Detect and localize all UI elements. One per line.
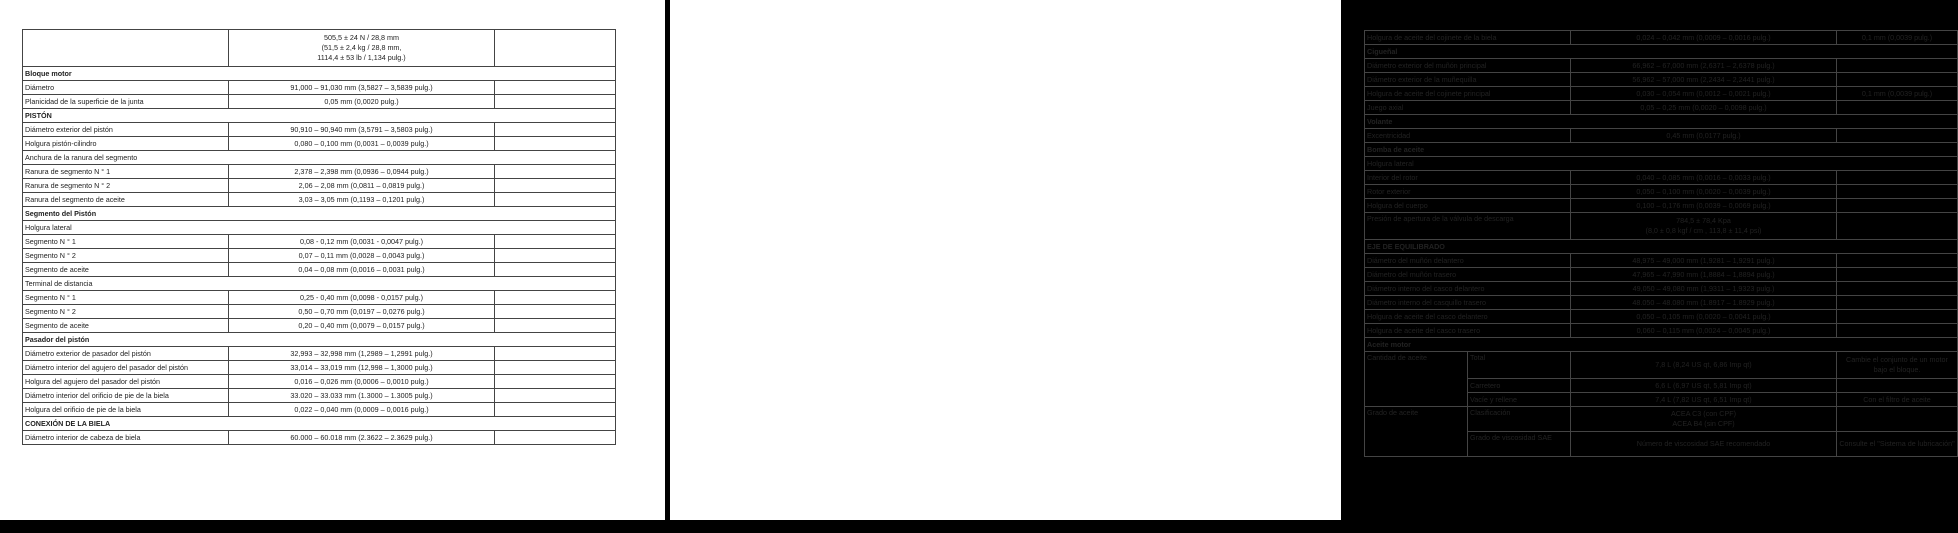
oil-quantity-label: Cantidad de aceite	[1365, 352, 1468, 407]
spec-row	[23, 389, 616, 403]
spec-value: 33,014 – 33,019 mm (12,998 – 1,3000 pulg.)	[229, 361, 495, 375]
spec-value: 0,05 – 0,25 mm (0,0020 – 0,0098 pulg.)	[1571, 101, 1837, 115]
subsection-label: Terminal de distancia	[23, 277, 616, 291]
section-title: Bloque motor	[23, 67, 616, 81]
spec-value: 0,024 – 0,042 mm (0,0009 – 0,0016 pulg.)	[1571, 31, 1837, 45]
spec-row	[1365, 254, 1958, 268]
section-header-row	[23, 207, 616, 221]
spec-label: Holgura de aceite del cojinete de la biela	[1365, 31, 1571, 45]
spec-limit	[495, 95, 616, 109]
spec-value: 32,993 – 32,998 mm (1,2989 – 1,2991 pulg.)	[229, 347, 495, 361]
spec-limit	[1837, 310, 1958, 324]
spec-label: Holgura del cuerpo	[1365, 199, 1571, 213]
spec-row	[23, 361, 616, 375]
section-title: EJE DE EQUILIBRADO	[1365, 240, 1958, 254]
spec-row	[23, 137, 616, 151]
header-row	[23, 30, 616, 67]
header-value-cell	[229, 30, 495, 67]
spec-limit	[495, 375, 616, 389]
spec-row	[1365, 59, 1958, 73]
spec-label: Ranura del segmento de aceite	[23, 193, 229, 207]
spec-label: Diámetro interior del orificio de pie de la biela	[23, 389, 229, 403]
spec-value: 33.020 – 33.033 mm (1.3000 – 1.3005 pulg.)	[229, 389, 495, 403]
oil-clasif-value-2: ACEA B4 (sin CPF)	[1672, 419, 1735, 428]
section-header-row	[23, 417, 616, 431]
section-title: Pasador del pistón	[23, 333, 616, 347]
spec-limit	[495, 361, 616, 375]
spec-label: Holgura del agujero del pasador del pistón	[23, 375, 229, 389]
spec-row	[1365, 310, 1958, 324]
spec-label: Diámetro exterior de la muñequilla	[1365, 73, 1571, 87]
oil-carretero-note	[1837, 379, 1958, 393]
section-header-row	[1365, 240, 1958, 254]
spec-limit	[1837, 129, 1958, 143]
spec-row	[1365, 213, 1958, 240]
spec-value: 0,08 - 0,12 mm (0,0031 - 0,0047 pulg.)	[229, 235, 495, 249]
spec-label: Segmento de aceite	[23, 319, 229, 333]
spec-label: Diámetro	[23, 81, 229, 95]
spec-limit	[1837, 59, 1958, 73]
right-spec-table	[1364, 30, 1958, 457]
section-title: CONEXIÓN DE LA BIELA	[23, 417, 616, 431]
section-header-row	[1365, 143, 1958, 157]
spec-row	[1365, 129, 1958, 143]
oil-carretero-label: Carretero	[1468, 379, 1571, 393]
spec-label: Diámetro interior de cabeza de biela	[23, 431, 229, 445]
spec-label: Segmento N ° 1	[23, 291, 229, 305]
oil-visc-label: Grado de viscosidad SAE	[1468, 432, 1571, 457]
spec-value: 0,04 – 0,08 mm (0,0016 – 0,0031 pulg.)	[229, 263, 495, 277]
spec-value: 49,050 – 49,080 mm (1,9311 – 1,9323 pulg.)	[1571, 282, 1837, 296]
spec-row	[1365, 185, 1958, 199]
spec-limit	[495, 305, 616, 319]
spec-value: 90,910 – 90,940 mm (3,5791 – 3,5803 pulg.)	[229, 123, 495, 137]
spec-row	[23, 221, 616, 235]
spec-limit: 0,1 mm (0,0039 pulg.)	[1837, 87, 1958, 101]
spec-row	[1365, 282, 1958, 296]
spec-row	[23, 277, 616, 291]
spec-row	[23, 235, 616, 249]
spec-value: 0,100 – 0,176 mm (0,0039 – 0,0069 pulg.)	[1571, 199, 1837, 213]
spec-limit	[1837, 73, 1958, 87]
section-header-row	[23, 333, 616, 347]
spec-label: Segmento N ° 2	[23, 249, 229, 263]
spec-value: 60.000 – 60.018 mm (2.3622 – 2.3629 pulg.)	[229, 431, 495, 445]
oil-total-label: Total	[1468, 352, 1571, 379]
spec-label: Diámetro del muñón trasero	[1365, 268, 1571, 282]
spec-limit	[495, 431, 616, 445]
spec-limit: 0,1 mm (0,0039 pulg.)	[1837, 31, 1958, 45]
header-empty-cell	[23, 30, 229, 67]
spec-limit	[495, 347, 616, 361]
spec-label: Ranura de segmento N ° 2	[23, 179, 229, 193]
spec-limit	[495, 193, 616, 207]
spec-limit	[1837, 185, 1958, 199]
spec-label: Rotor exterior	[1365, 185, 1571, 199]
spec-label: Diámetro exterior del muñón principal	[1365, 59, 1571, 73]
spec-value: 56,962 – 57,000 mm (2,2434 – 2,2441 pulg.)	[1571, 73, 1837, 87]
spec-limit	[1837, 213, 1958, 240]
spec-value: 0,080 – 0,100 mm (0,0031 – 0,0039 pulg.)	[229, 137, 495, 151]
spec-limit	[1837, 254, 1958, 268]
spec-row	[1365, 268, 1958, 282]
spec-label: Segmento N ° 1	[23, 235, 229, 249]
oil-total-value: 7,8 L (8,24 US qt, 6,86 Imp qt)	[1571, 352, 1837, 379]
section-header-row	[23, 109, 616, 123]
spec-value: 0,022 – 0,040 mm (0,0009 – 0,0016 pulg.)	[229, 403, 495, 417]
section-title: Volante	[1365, 115, 1958, 129]
spec-value: 48.050 – 48.080 mm (1.8917 – 1.8929 pulg.)	[1571, 296, 1837, 310]
right-page	[670, 0, 1955, 520]
left-page	[0, 0, 665, 520]
spec-limit	[1837, 296, 1958, 310]
spec-value: 2,06 – 2,08 mm (0,0811 – 0,0819 pulg.)	[229, 179, 495, 193]
header-line-1: 505,5 ± 24 N / 28,8 mm	[323, 33, 400, 42]
spec-row	[1365, 73, 1958, 87]
spec-limit	[495, 235, 616, 249]
spec-limit	[495, 179, 616, 193]
spec-value: 91,000 – 91,030 mm (3,5827 – 3,5839 pulg.)	[229, 81, 495, 95]
subsection-label: Holgura lateral	[1365, 157, 1958, 171]
spec-row	[1365, 324, 1958, 338]
spec-value: 0,50 – 0,70 mm (0,0197 – 0,0276 pulg.)	[229, 305, 495, 319]
spec-row	[1365, 31, 1958, 45]
oil-vacie-note: Con el filtro de aceite	[1837, 393, 1958, 407]
section-header-row	[1365, 338, 1958, 352]
spec-value: 0,050 – 0,100 mm (0,0020 – 0,0039 pulg.)	[1571, 185, 1837, 199]
spec-label: Holgura de aceite del casco trasero	[1365, 324, 1571, 338]
engine-oil-section	[1365, 352, 1958, 457]
spec-label: Juego axial	[1365, 101, 1571, 115]
spec-value: 0,050 – 0,105 mm (0,0020 – 0,0041 pulg.)	[1571, 310, 1837, 324]
spec-label: Ranura de segmento N ° 1	[23, 165, 229, 179]
spec-value-line-2: (8,0 ± 0,8 kgf / cm , 113,8 ± 11,4 psi)	[1645, 226, 1762, 235]
spec-value: 0,45 mm (0,0177 pulg.)	[1571, 129, 1837, 143]
spec-label: Planicidad de la superficie de la junta	[23, 95, 229, 109]
spec-limit	[495, 319, 616, 333]
spec-value: 0,030 – 0,054 mm (0,0012 – 0,0021 pulg.)	[1571, 87, 1837, 101]
spec-value: 0,016 – 0,026 mm (0,0006 – 0,0010 pulg.)	[229, 375, 495, 389]
section-title: PISTÓN	[23, 109, 616, 123]
spec-label: Diámetro interno del casquillo trasero	[1365, 296, 1571, 310]
spec-value: 0,20 – 0,40 mm (0,0079 – 0,0157 pulg.)	[229, 319, 495, 333]
oil-clasif-row	[1365, 407, 1958, 432]
spec-value: 47,965 – 47,990 mm (1,8884 – 1,8894 pulg.)	[1571, 268, 1837, 282]
spec-limit	[1837, 171, 1958, 185]
spec-limit	[1837, 101, 1958, 115]
spec-label: Holgura pistón-cilindro	[23, 137, 229, 151]
spec-row	[23, 193, 616, 207]
section-header-row	[1365, 115, 1958, 129]
spec-row	[23, 179, 616, 193]
spec-row	[23, 123, 616, 137]
header-line-3: 1114,4 ± 53 lb / 1,134 pulg.)	[317, 53, 406, 62]
spec-row	[1365, 101, 1958, 115]
spec-row	[23, 249, 616, 263]
oil-total-note: Cambie el conjunto de un motor bajo el bloque.	[1837, 352, 1958, 379]
oil-vacie-value: 7,4 L (7,82 US qt, 6,51 Imp qt)	[1571, 393, 1837, 407]
spec-label: Excentricidad	[1365, 129, 1571, 143]
spec-value: 66,962 – 67,000 mm (2,6371 – 2,6378 pulg.)	[1571, 59, 1837, 73]
spec-row	[23, 305, 616, 319]
spec-value-line-1: 784,5 ± 78,4 Kpa	[1676, 216, 1731, 225]
spec-limit	[1837, 282, 1958, 296]
spec-label: Diámetro del muñón delantero	[1365, 254, 1571, 268]
spec-limit	[495, 403, 616, 417]
spec-row	[23, 319, 616, 333]
spec-label: Holgura de aceite del casco delantero	[1365, 310, 1571, 324]
spec-label: Diámetro interno del casco delantero	[1365, 282, 1571, 296]
spec-label: Presión de apertura de la válvula de descarga	[1365, 213, 1571, 240]
spec-label: Diámetro interior del agujero del pasador del pistón	[23, 361, 229, 375]
spec-label: Diámetro exterior de pasador del pistón	[23, 347, 229, 361]
section-header-row	[1365, 45, 1958, 59]
spec-row	[23, 403, 616, 417]
spec-value: 3,03 – 3,05 mm (0,1193 – 0,1201 pulg.)	[229, 193, 495, 207]
section-title: Segmento del Pistón	[23, 207, 616, 221]
spec-value: 0,25 - 0,40 mm (0,0098 - 0,0157 pulg.)	[229, 291, 495, 305]
header-line-2: (51,5 ± 2,4 kg / 28,8 mm,	[321, 43, 402, 52]
spec-limit	[495, 249, 616, 263]
spec-value	[1571, 213, 1837, 240]
spec-label: Interior del rotor	[1365, 171, 1571, 185]
oil-carretero-value: 6,6 L (6,97 US qt, 5,81 Imp qt)	[1571, 379, 1837, 393]
oil-vacie-label: Vacíe y rellene	[1468, 393, 1571, 407]
section-title: Aceite motor	[1365, 338, 1958, 352]
oil-visc-note: Consulte el "Sistema de lubricación"	[1837, 432, 1958, 457]
spec-limit	[495, 81, 616, 95]
oil-clasif-value-1: ACEA C3 (con CPF)	[1670, 409, 1737, 418]
spec-row	[1365, 87, 1958, 101]
oil-clasif-value	[1571, 407, 1837, 432]
spec-row	[1365, 157, 1958, 171]
spec-row	[23, 95, 616, 109]
spec-limit	[1837, 199, 1958, 213]
spec-row	[23, 291, 616, 305]
oil-grade-label: Grado de aceite	[1365, 407, 1468, 457]
spec-value: 2,378 – 2,398 mm (0,0936 – 0,0944 pulg.)	[229, 165, 495, 179]
spec-row	[23, 151, 616, 165]
spec-row	[23, 81, 616, 95]
spec-limit	[495, 165, 616, 179]
spec-row	[23, 347, 616, 361]
spec-row	[23, 165, 616, 179]
spec-label: Holgura de aceite del cojinete principal	[1365, 87, 1571, 101]
spec-value: 0,07 – 0,11 mm (0,0028 – 0,0043 pulg.)	[229, 249, 495, 263]
oil-clasif-label: Clasificación	[1468, 407, 1571, 432]
spec-label: Holgura del orificio de pie de la biela	[23, 403, 229, 417]
spec-label: Diámetro exterior del pistón	[23, 123, 229, 137]
spec-value: 48,975 – 49,000 mm (1,9281 – 1,9291 pulg.)	[1571, 254, 1837, 268]
spec-limit	[495, 389, 616, 403]
spec-row	[23, 263, 616, 277]
spec-limit	[1837, 268, 1958, 282]
spec-value: 0,05 mm (0,0020 pulg.)	[229, 95, 495, 109]
subsection-label: Anchura de la ranura del segmento	[23, 151, 616, 165]
spec-row	[23, 375, 616, 389]
spec-limit	[495, 263, 616, 277]
spec-label: Segmento N ° 2	[23, 305, 229, 319]
spec-limit	[495, 137, 616, 151]
spec-row	[23, 431, 616, 445]
section-title: Bomba de aceite	[1365, 143, 1958, 157]
header-limit-cell	[495, 30, 616, 67]
oil-visc-value: Número de viscosidad SAE recomendado	[1571, 432, 1837, 457]
spec-limit	[1837, 324, 1958, 338]
subsection-label: Holgura lateral	[23, 221, 616, 235]
spec-label: Segmento de aceite	[23, 263, 229, 277]
section-title: Cigueñal	[1365, 45, 1958, 59]
spec-limit	[495, 123, 616, 137]
spec-row	[1365, 199, 1958, 213]
oil-total-row	[1365, 352, 1958, 379]
spec-limit	[495, 291, 616, 305]
spec-value: 0,040 – 0,085 mm (0,0016 – 0,0033 pulg.)	[1571, 171, 1837, 185]
oil-clasif-note	[1837, 407, 1958, 432]
section-header-row	[23, 67, 616, 81]
spec-value: 0,060 – 0,115 mm (0,0024 – 0,0045 pulg.)	[1571, 324, 1837, 338]
left-spec-table	[22, 29, 616, 445]
spec-row	[1365, 171, 1958, 185]
spec-row	[1365, 296, 1958, 310]
